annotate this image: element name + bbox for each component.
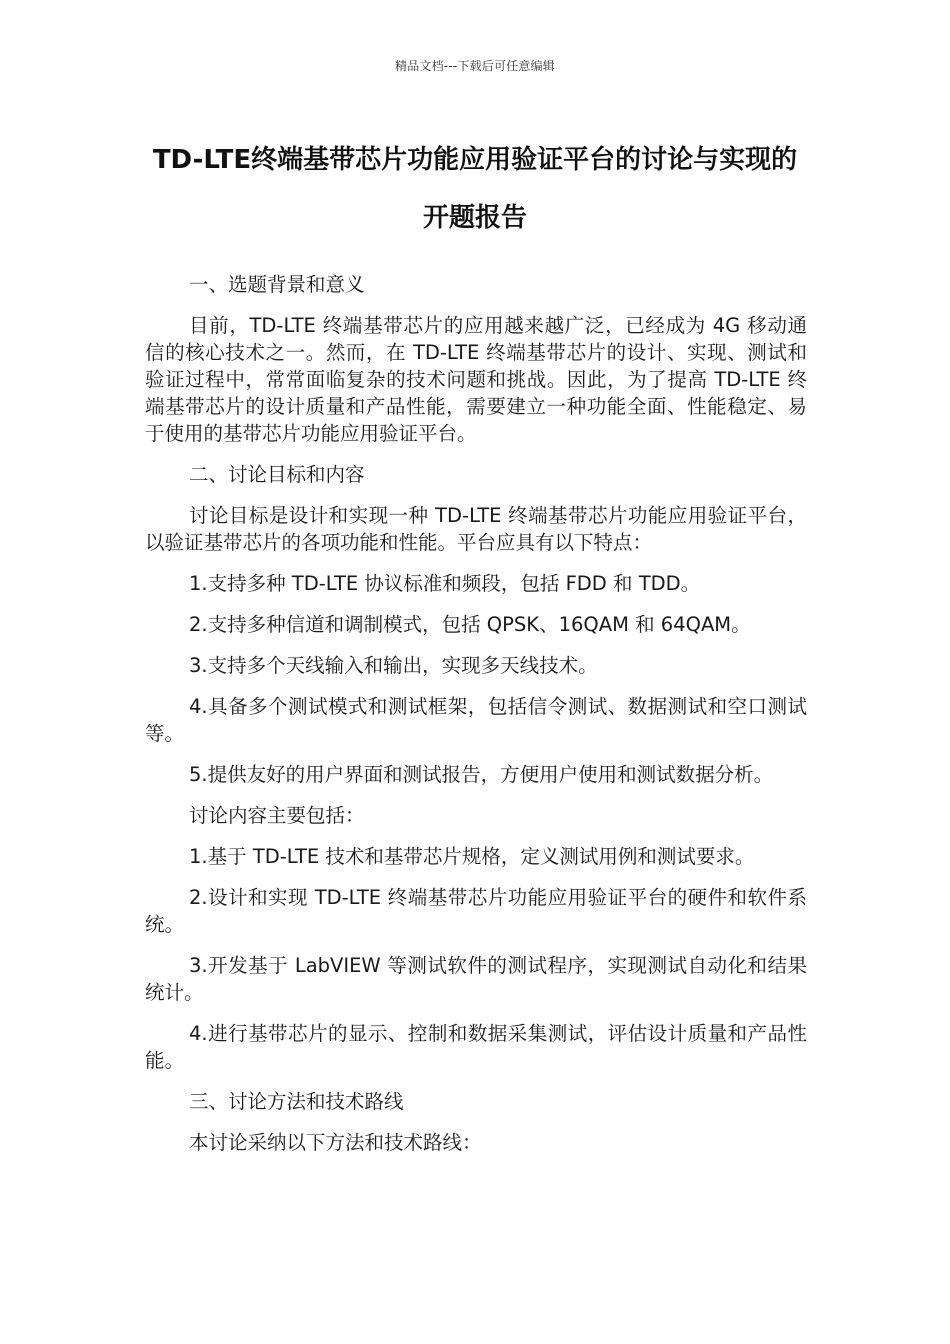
- feature-item-3: 3.支持多个天线输入和输出，实现多天线技术。: [189, 654, 598, 677]
- feature-item-1: 1.支持多种 TD-LTE 协议标准和频段，包括 FDD 和 TDD。: [189, 572, 701, 595]
- content-intro: 讨论内容主要包括：: [189, 804, 365, 827]
- methods-intro: 本讨论采纳以下方法和技术路线：: [189, 1131, 482, 1154]
- section-heading-goals: 二、讨论目标和内容: [189, 463, 365, 486]
- feature-item-4: 4.具备多个测试模式和测试框架，包括信令测试、数据测试和空口测试等。: [145, 695, 807, 745]
- document-body: [145, 271, 807, 1170]
- content-item-2: 2.设计和实现 TD-LTE 终端基带芯片功能应用验证平台的硬件和软件系统。: [145, 886, 807, 936]
- feature-item-2: 2.支持多种信道和调制模式，包括 QPSK、16QAM 和 64QAM。: [189, 613, 751, 636]
- background-paragraph: 目前，TD-LTE 终端基带芯片的应用越来越广泛，已经成为 4G 移动通信的核心技术之一。然而，在 TD-LTE 终端基带芯片的设计、实现、测试和验证过程中，常常面临复杂的技术问题和挑战。因此，为了提高 TD-LTE 终端基带芯片的设计质量和产品性能，需要建立一种功能全面、性能稳定、易于使用的基带芯片功能应用验证平台。: [145, 314, 807, 445]
- header-note: 精品文档---下载后可任意编辑: [395, 59, 555, 73]
- section-heading-background: 一、选题背景和意义: [189, 273, 365, 296]
- feature-item-5: 5.提供友好的用户界面和测试报告，方便用户使用和测试数据分析。: [189, 763, 774, 786]
- content-item-4: 4.进行基带芯片的显示、控制和数据采集测试，评估设计质量和产品性能。: [145, 1022, 807, 1072]
- section-heading-methods: 三、讨论方法和技术路线: [189, 1090, 404, 1113]
- content-item-3: 3.开发基于 LabVIEW 等测试软件的测试程序，实现测试自动化和结果统计。: [145, 954, 807, 1004]
- goals-paragraph: 讨论目标是设计和实现一种 TD-LTE 终端基带芯片功能应用验证平台，以验证基带芯片的各项功能和性能。平台应具有以下特点：: [145, 504, 807, 554]
- page-title: TD-LTE终端基带芯片功能应用验证平台的讨论与实现的开题报告: [152, 145, 798, 233]
- content-item-1: 1.基于 TD-LTE 技术和基带芯片规格，定义测试用例和测试要求。: [189, 845, 755, 868]
